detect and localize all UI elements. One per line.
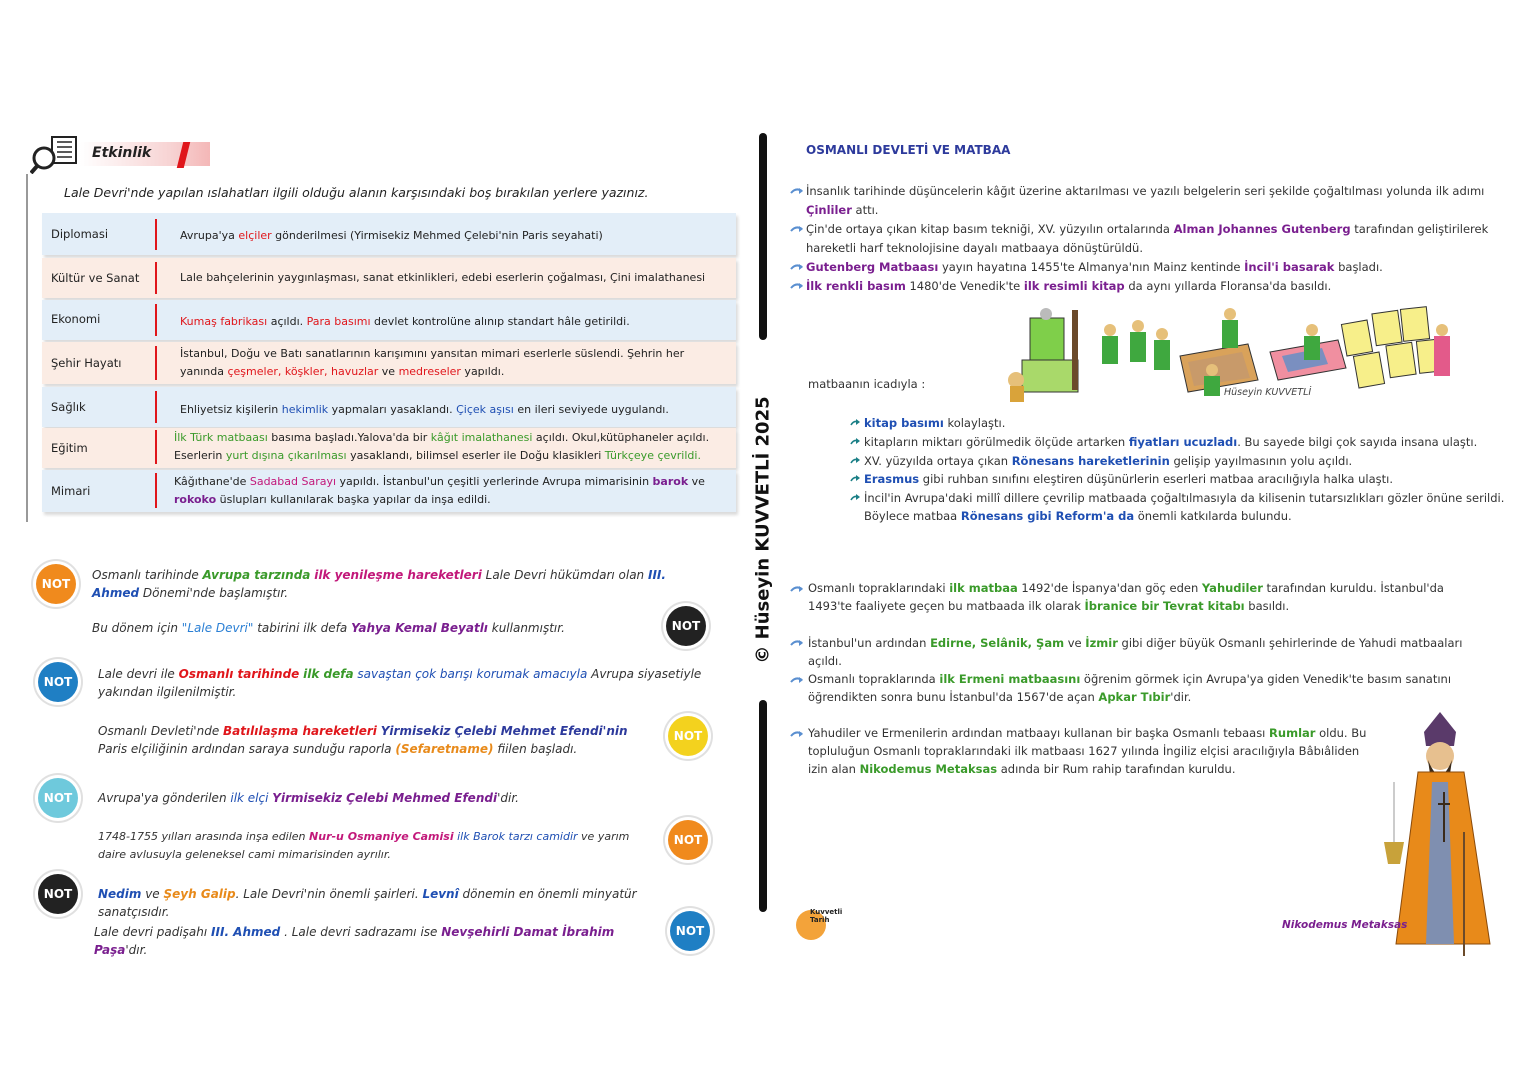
not-badge: NOT <box>666 606 706 646</box>
highlight: rokoko <box>174 493 217 506</box>
image-caption: Hüseyin KUVVETLİ <box>1224 387 1312 398</box>
row-label: Sağlık <box>51 400 86 414</box>
arrow-icon <box>790 224 804 234</box>
row-answer <box>180 227 728 245</box>
sub-item-4: Erasmus gibi ruhban sınıfını eleştiren düşünürlerin eserleri matbaa aracılığıyla halka ulaştı. <box>864 472 1393 486</box>
note-7: Nedim ve Şeyh Galip. Lale Devri'nin önemli şairleri. Levnî dönemin en önemli minyatür sanatçısıdır. <box>98 887 637 919</box>
arrow-icon <box>790 675 804 685</box>
highlight: Türkçeye çevrildi. <box>604 449 701 462</box>
page-divider-top <box>759 133 767 340</box>
sub-item-2: kitapların miktarı görülmedik ölçüde artarken fiyatları ucuzladı. Bu sayede bilgi çok sayıda insana ulaştı. <box>864 435 1478 449</box>
activity-title: Etkinlik <box>92 145 152 161</box>
vertical-credit: © Hüseyin KUVVETLİ 2025 <box>752 396 774 664</box>
table-row-mimari <box>42 470 736 512</box>
row-answer <box>180 313 728 331</box>
ottoman-item-2: İstanbul'un ardından Edirne, Selânik, Şam ve İzmir gibi diğer büyük Osmanlı şehirlerinde de Yahudi matbaaları açıldı. <box>808 636 1463 668</box>
highlight: Para basımı <box>306 315 371 328</box>
row-label: Kültür ve Sanat <box>51 271 140 285</box>
arrow-icon <box>790 262 804 272</box>
right-item-4: İlk renkli basım 1480'de Venedik'te ilk resimli kitap da aynı yıllarda Floransa'da basıldı. <box>806 279 1332 293</box>
row-divider <box>155 262 157 294</box>
text: Avrupa'ya <box>180 229 239 242</box>
text: devlet kontrolüne alınıp standart hâle getirildi. <box>370 315 630 328</box>
row-divider <box>155 304 157 336</box>
highlight: İlk Türk matbaası <box>174 431 268 444</box>
row-label: Mimari <box>51 484 91 498</box>
table-row-saglik <box>42 387 736 427</box>
not-badge: NOT <box>668 820 708 860</box>
not-badge: NOT <box>38 874 78 914</box>
row-answer <box>174 473 728 509</box>
matbaa-label: matbaanın icadıyla : <box>808 377 926 391</box>
text: gönderilmesi (Yirmisekiz Mehmed Çelebi'nin Paris seyahati) <box>271 229 603 242</box>
sub-item-1: kitap basımı kolaylaştı. <box>864 416 1006 430</box>
text: yapıldı. <box>460 365 505 378</box>
highlight: yurt dışına çıkarılması <box>225 449 347 462</box>
note-1: Osmanlı tarihinde Avrupa tarzında ilk yenileşme hareketleri Lale Devri hükümdarı olan III. Ahmed Dönemi'nde başlamıştır. <box>92 568 666 600</box>
text: ve <box>688 475 705 488</box>
arrow-icon <box>790 638 804 648</box>
note-3: Lale devri ile Osmanlı tarihinde ilk defa savaştan çok barışı korumak amacıyla Avrupa siyasetiyle yakından ilgilenilmiştir. <box>98 667 702 699</box>
highlight: Sadabad Sarayı <box>249 475 337 488</box>
row-label: Diplomasi <box>51 227 109 241</box>
text: yapıldı. İstanbul'un çeşitli yerlerinde Avrupa mimarisinin <box>336 475 653 488</box>
ottoman-item-4: Yahudiler ve Ermenilerin ardından matbaayı kullanan bir başka Osmanlı tebaası Rumlar oldu. Bu topluluğun Osmanlı topraklarındaki ilk matbaası 1627 yılında İngiliz elçisi aracılığıyla Bâbıâliden izin alan Nikodemus Metaksas adında bir Rum rahip tarafından kuruldu. <box>808 726 1367 776</box>
logo-text: Kuvvetli Tarih <box>810 908 843 924</box>
row-answer <box>174 429 728 465</box>
not-badge: NOT <box>670 911 710 951</box>
text: yapmaları yasaklandı. <box>328 403 457 416</box>
table-row-diplomasi <box>42 213 736 255</box>
table-row-kultur-sanat <box>42 258 736 298</box>
row-label: Şehir Hayatı <box>51 356 122 370</box>
sub-item-3: XV. yüzyılda ortaya çıkan Rönesans hareketlerinin gelişip yayılmasının yolu açıldı. <box>864 454 1353 468</box>
text: ve <box>378 365 399 378</box>
right-item-1: İnsanlık tarihinde düşüncelerin kâğıt üzerine aktarılması ve yazılı belgelerin seri şekilde çoğaltılması yolunda ilk adımı Çinliler attı. <box>806 184 1485 217</box>
arrow-icon <box>790 729 804 739</box>
row-label: Eğitim <box>51 441 88 455</box>
right-item-3: Gutenberg Matbaası yayın hayatına 1455'te Almanya'nın Mainz kentinde İncil'i basarak başladı. <box>806 260 1383 274</box>
highlight: kâğıt imalathanesi <box>430 431 533 444</box>
activity-rule <box>26 174 28 522</box>
arrow-icon <box>790 584 804 594</box>
book-magnifier-icon <box>30 134 80 174</box>
activity-title-tab <box>80 142 210 166</box>
row-answer <box>180 345 728 381</box>
highlight: Çiçek aşısı <box>456 403 514 416</box>
row-answer: Lale bahçelerinin yaygınlaşması, sanat etkinlikleri, edebi eserlerin çoğalması, Çini imalathanesi <box>180 271 706 284</box>
text: açıldı. <box>267 315 307 328</box>
table-row-sehir-hayati <box>42 342 736 384</box>
not-badge: NOT <box>38 778 78 818</box>
section-title: OSMANLI DEVLETİ VE MATBAA <box>806 143 1011 157</box>
row-divider <box>155 391 157 423</box>
table-row-egitim <box>42 428 736 468</box>
activity-header <box>30 134 190 172</box>
arrow-icon <box>850 438 860 446</box>
right-item-2: Çin'de ortaya çıkan kitap basım tekniği, XV. yüzyılın ortalarında Alman Johannes Gutenberg tarafından geliştirilerek hareketli harf teknolojisine dayalı matbaaya dönüştürüldü. <box>806 222 1489 255</box>
activity-instruction: Lale Devri'nde yapılan ıslahatları ilgili olduğu alanın karşısındaki boş bırakılan yerlere yazınız. <box>64 185 649 200</box>
text: en ileri seviyede uygulandı. <box>513 403 669 416</box>
text: açıldı. Okul,kütüphaneler açıldı. Eserlerin <box>174 431 710 462</box>
text: Ehliyetsiz kişilerin <box>180 403 282 416</box>
highlight: hekimlik <box>281 403 329 416</box>
text: yasaklandı, bilimsel eserler ile Doğu klasikleri <box>346 449 605 462</box>
text: üslupları kullanılarak başka yapılar da inşa edildi. <box>216 493 491 506</box>
note-8: Lale devri padişahı III. Ahmed . Lale devri sadrazamı ise Nevşehirli Damat İbrahim Paşa'dır. <box>94 925 615 957</box>
highlight: medreseler <box>398 365 461 378</box>
row-answer <box>180 401 728 419</box>
table-row-ekonomi <box>42 300 736 340</box>
arrow-icon <box>850 494 860 502</box>
ottoman-item-1: Osmanlı topraklarındaki ilk matbaa 1492'de İspanya'dan göç eden Yahudiler tarafından kuruldu. İstanbul'da 1493'te faaliyete geçen bu matbaada ilk olarak İbranice bir Tevrat kitabı basıldı. <box>808 581 1444 613</box>
row-divider <box>155 430 157 464</box>
highlight: elçiler <box>238 229 272 242</box>
text: basıma başladı.Yalova'da bir <box>267 431 431 444</box>
not-badge: NOT <box>38 662 78 702</box>
highlight: Kumaş fabrikası <box>180 315 268 328</box>
note-6: 1748-1755 yılları arasında inşa edilen Nur-u Osmaniye Camisi ilk Barok tarzı camidir ve yarım daire avlusuyla geleneksel cami mimarisinden ayrılır. <box>98 830 630 861</box>
row-divider <box>155 346 157 380</box>
note-2: Bu dönem için "Lale Devri" tabirini ilk defa Yahya Kemal Beyatlı kullanmıştır. <box>92 621 565 635</box>
text: Kâğıthane'de <box>174 475 250 488</box>
ottoman-item-3: Osmanlı topraklarında ilk Ermeni matbaasını öğrenim görmek için Avrupa'ya giden Venedik'te basım sanatını öğrendikten sonra bunu İstanbul'da 1567'de açan Apkar Tıbir'dir. <box>808 672 1452 704</box>
not-badge: NOT <box>668 716 708 756</box>
note-5: Avrupa'ya gönderilen ilk elçi Yirmisekiz Çelebi Mehmed Efendi'dir. <box>98 791 519 805</box>
arrow-icon <box>790 186 804 196</box>
arrow-icon <box>850 475 860 483</box>
row-divider <box>155 219 157 250</box>
row-label: Ekonomi <box>51 312 101 326</box>
highlight: barok <box>652 475 689 488</box>
arrow-icon <box>790 281 804 291</box>
sub-item-5: İncil'in Avrupa'daki millî dillere çevrilip matbaada çoğaltılmasıyla da kilisenin tutarsızlıkları gözler önüne serildi. Böylece matbaa Rönesans gibi Reform'a da önemli katkılarda bulundu. <box>864 491 1505 523</box>
arrow-icon <box>850 419 860 427</box>
highlight: çeşmeler, köşkler, havuzlar <box>227 365 379 378</box>
portrait-caption: Nikodemus Metaksas <box>1282 919 1408 931</box>
arrow-icon <box>850 457 860 465</box>
note-4: Osmanlı Devleti'nde Batılılaşma hareketleri Yirmisekiz Çelebi Mehmet Efendi'nin Paris elçiliğinin ardından saraya sunduğu raporla (Sefaretname) fiilen başladı. <box>98 724 628 756</box>
not-badge: NOT <box>36 564 76 604</box>
row-divider <box>155 473 157 508</box>
text: İstanbul, Doğu ve Batı sanatlarının karışımını yansıtan mimari eserlerle süslendi. Şehrin her yanında <box>180 347 685 378</box>
page-divider-bottom <box>759 700 767 912</box>
